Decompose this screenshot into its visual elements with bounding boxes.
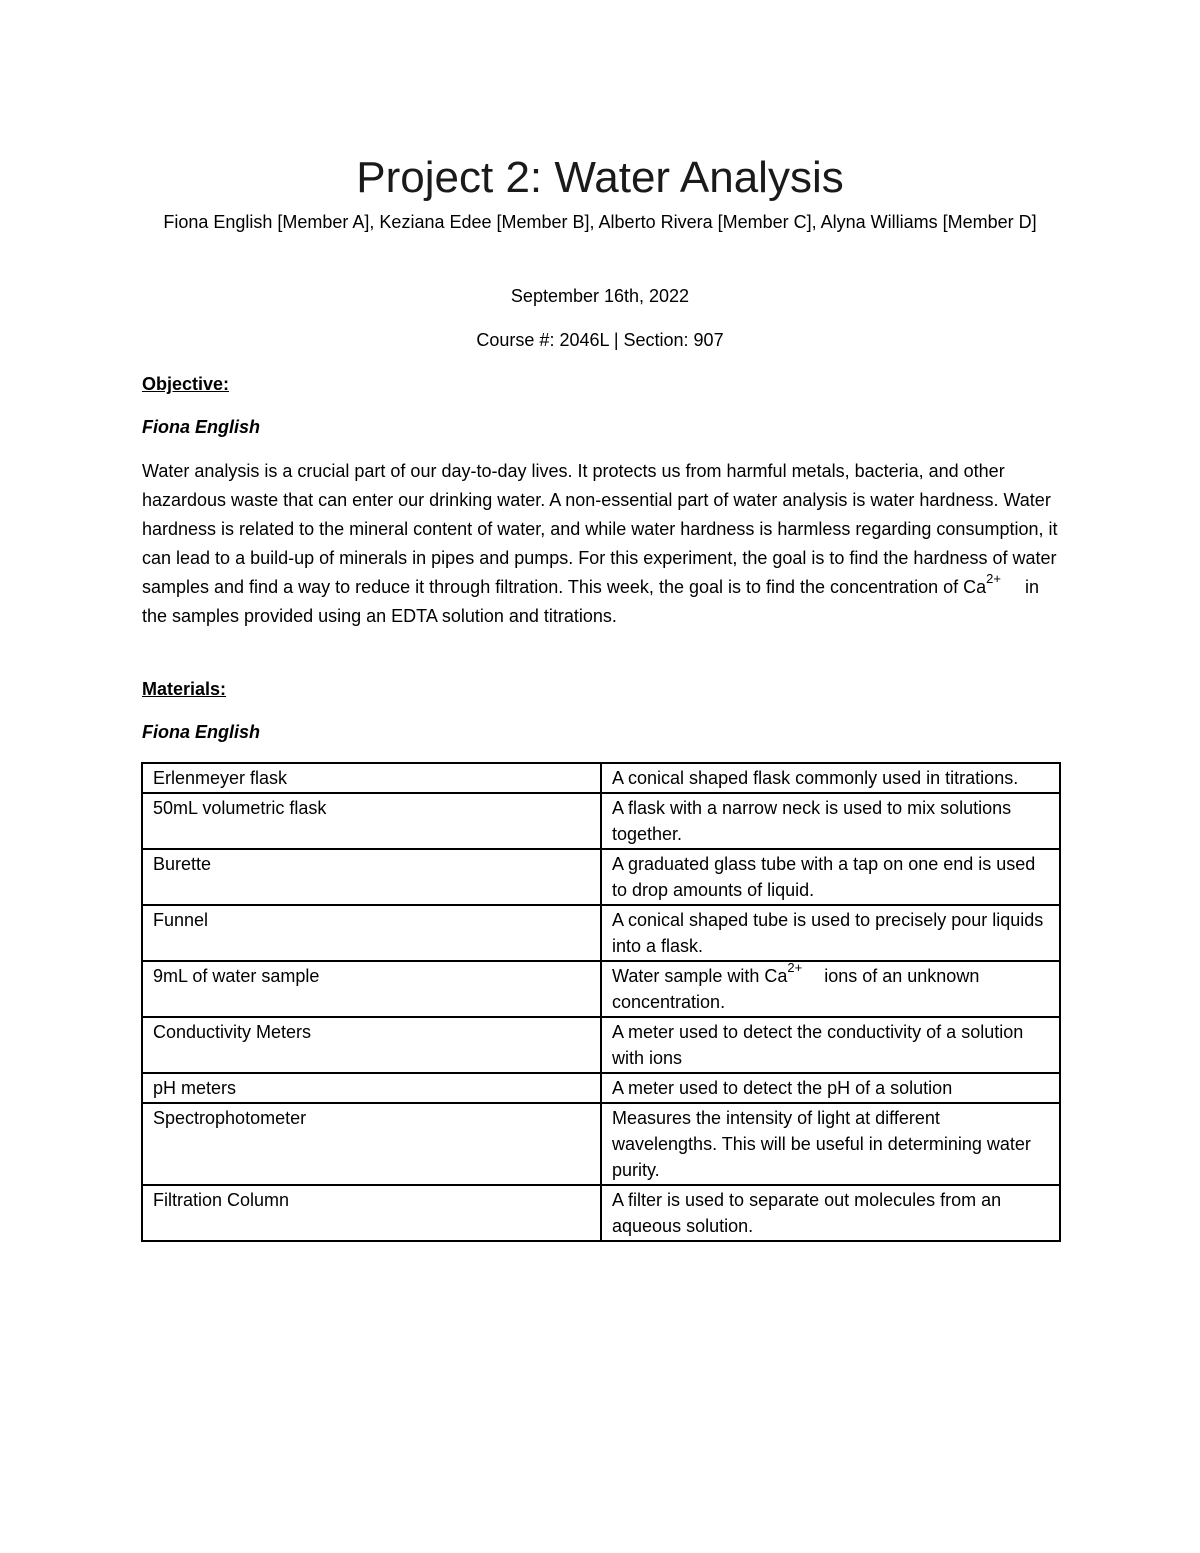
material-description: A conical shaped tube is used to precisely pour liquids into a flask. <box>601 905 1060 961</box>
material-item: Funnel <box>142 905 601 961</box>
material-description: A meter used to detect the conductivity of a solution with ions <box>601 1017 1060 1073</box>
table-row <box>142 763 1060 793</box>
material-item: Conductivity Meters <box>142 1017 601 1073</box>
material-description <box>601 961 1060 1017</box>
table-row <box>142 793 1060 849</box>
description-part2: ions of an unknown concentration. <box>612 966 980 1012</box>
table-row <box>142 905 1060 961</box>
material-item: Burette <box>142 849 601 905</box>
material-description: A meter used to detect the pH of a solution <box>601 1073 1060 1103</box>
material-description: A conical shaped flask commonly used in titrations. <box>601 763 1060 793</box>
material-description: Measures the intensity of light at different wavelengths. This will be useful in determining water purity. <box>601 1103 1060 1185</box>
table-row <box>142 1073 1060 1103</box>
material-item: Filtration Column <box>142 1185 601 1241</box>
document-date: September 16th, 2022 <box>510 286 690 306</box>
material-item: 9mL of water sample <box>142 961 601 1017</box>
course-info: Course #: 2046L | Section: 907 <box>476 330 724 350</box>
table-row <box>142 849 1060 905</box>
material-item: Spectrophotometer <box>142 1103 601 1185</box>
material-description: A filter is used to separate out molecules from an aqueous solution. <box>601 1185 1060 1241</box>
table-row <box>142 1103 1060 1185</box>
calcium-charge-superscript: 2+ <box>787 960 803 975</box>
material-item: Erlenmeyer flask <box>142 763 601 793</box>
author-list: Fiona English [Member A], Keziana Edee [Member B], Alberto Rivera [Member C], Alyna Williams [Member D] <box>163 212 1037 232</box>
materials-author: Fiona English <box>142 722 261 742</box>
document-title: Project 2: Water Analysis <box>356 153 844 202</box>
objective-heading: Objective: <box>142 374 230 394</box>
material-description: A graduated glass tube with a tap on one end is used to drop amounts of liquid. <box>601 849 1060 905</box>
objective-text-part2: in the samples provided using an EDTA solution and titrations. <box>142 577 1039 626</box>
description-part1: Water sample with Ca <box>612 966 788 986</box>
material-description: A flask with a narrow neck is used to mix solutions together. <box>601 793 1060 849</box>
calcium-charge-superscript: 2+ <box>986 571 1001 586</box>
table-row <box>142 961 1060 1017</box>
objective-text-part1: Water analysis is a crucial part of our day-to-day lives. It protects us from harmful metals, bacteria, and other hazardous waste that can enter our drinking water. A non-essential part of water analysis is water hardness. Water hardness is related to the mineral content of water, and while water hardness is harmless regarding consumption, it can lead to a build-up of minerals in pipes and pumps. For this experiment, the goal is to find the hardness of water samples and find a way to reduce it through filtration. This week, the goal is to find the concentration of Ca <box>142 461 1058 597</box>
materials-table <box>141 762 1061 1242</box>
table-row <box>142 1017 1060 1073</box>
table-row <box>142 1185 1060 1241</box>
materials-heading: Materials: <box>142 679 227 699</box>
objective-author: Fiona English <box>142 417 261 437</box>
material-item: 50mL volumetric flask <box>142 793 601 849</box>
material-item: pH meters <box>142 1073 601 1103</box>
objective-paragraph <box>142 457 1062 631</box>
